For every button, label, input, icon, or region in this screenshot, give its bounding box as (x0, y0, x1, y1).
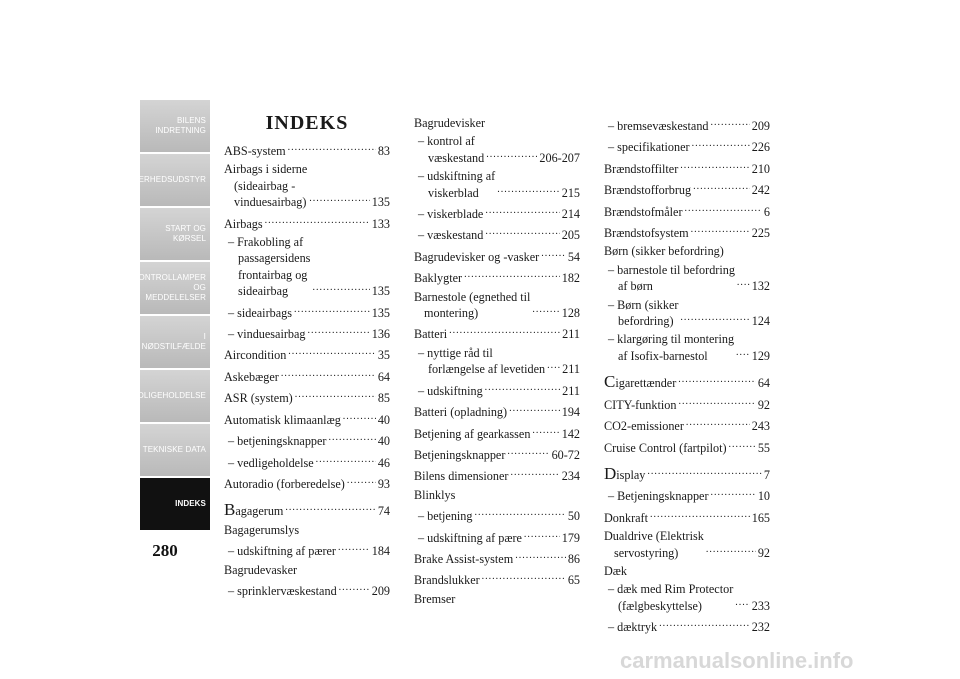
leader-dots (288, 344, 376, 360)
leader-dots (650, 507, 750, 523)
index-entry-page: 92 (757, 397, 770, 412)
leader-dots (288, 140, 376, 156)
index-entry-text: ABS-system (224, 144, 286, 158)
leader-dots (691, 222, 750, 238)
index-entry-text: Brake Assist-system (414, 551, 514, 566)
index-entry-page: 64 (757, 376, 770, 391)
index-entry (224, 430, 390, 449)
index-entry-text: CO2-emissioner (604, 419, 684, 434)
index-entry (414, 527, 580, 546)
index-entry-text: Blinklys (414, 487, 456, 502)
page-number: 280 (152, 541, 178, 560)
index-entry-text: Aircondition (224, 348, 287, 363)
index-entry (604, 372, 770, 391)
index-entry-page: 50 (567, 509, 580, 524)
leader-dots (343, 409, 376, 425)
index-entry-text: Bagrudevisker og -vasker (414, 249, 540, 264)
index-entry-text: Brændstoffilter (604, 161, 679, 176)
index-entry-page: 129 (751, 348, 770, 363)
leader-dots (316, 452, 376, 468)
index-entry (224, 323, 390, 342)
index-entry (224, 452, 390, 471)
leader-dots (464, 267, 560, 283)
leader-dots (449, 323, 560, 339)
index-entry-text: Dualdrive (Elektrisk servostyring) (604, 529, 704, 560)
leader-dots (735, 595, 749, 611)
leader-dots (482, 569, 566, 585)
leader-dots (678, 394, 755, 410)
index-entry-text: – viskerblade (418, 207, 484, 222)
index-entry-text: – Børn (sikker befordring) (608, 297, 679, 329)
index-entry-text: – udskiftning af pære (418, 530, 522, 545)
index-entry (224, 473, 390, 492)
index-entry (224, 140, 390, 159)
index-entry-text: – betjening (418, 509, 473, 524)
index-entry-text: – klargøring til montering af Isofix-barnestol (608, 332, 735, 363)
leader-dots (532, 302, 559, 318)
chapter-tab[interactable]: START OG KØRSEL (140, 208, 210, 262)
leader-dots (338, 540, 370, 556)
leader-dots (347, 473, 376, 489)
leader-dots (729, 437, 756, 453)
index-entry (414, 465, 580, 484)
index-entry-text: – udskiftning af viskerblad (418, 169, 496, 200)
index-entry (604, 437, 770, 456)
chapter-sidebar (119, 100, 210, 532)
index-entry-page: 215 (561, 185, 580, 200)
index-entry-text: Batteri (414, 327, 448, 342)
index-entry (414, 168, 580, 201)
index-entry-text: – udskiftning af pærer (228, 544, 336, 559)
index-entry-text: Automatisk klimaanlæg (224, 412, 341, 427)
index-entry-page: 136 (371, 327, 390, 342)
index-entry-text: – væskestand (418, 228, 484, 243)
index-entry (224, 409, 390, 428)
index-entry-page: 93 (377, 476, 390, 491)
index-entry (414, 115, 580, 131)
index-entry (414, 401, 580, 420)
leader-dots (659, 616, 750, 632)
leader-dots (678, 372, 756, 388)
leader-dots (485, 203, 559, 219)
index-entry (224, 234, 390, 300)
index-entry-page: 128 (561, 306, 580, 321)
index-entry-page: 210 (751, 161, 770, 176)
index-entry-text: – specifikationer (608, 140, 690, 155)
index-entry (604, 616, 770, 635)
chapter-tab[interactable]: SIKKERHEDSUDSTYR (140, 154, 210, 208)
index-entry-page: 225 (751, 226, 770, 241)
index-entry (604, 158, 770, 177)
index-entry-text: Bilens dimensioner (414, 469, 509, 484)
index-entry-text: – nyttige råd til forlængelse af levetiden (418, 345, 546, 377)
leader-dots (515, 548, 566, 564)
index-entry-text: – betjeningsknapper (228, 434, 327, 449)
index-entry-text: Askebæger (224, 369, 279, 384)
index-entry (224, 580, 390, 599)
index-entry-page: 205 (561, 228, 580, 243)
index-entry (414, 487, 580, 503)
index-entry-page: 133 (371, 216, 390, 231)
index-entry-text: Bagrudevasker (224, 562, 298, 577)
index-entry-text: – kontrol af væskestand (418, 134, 485, 165)
index-entry (604, 222, 770, 241)
index-entry (224, 387, 390, 406)
index-entry-page: 242 (751, 183, 770, 198)
leader-dots (265, 213, 370, 229)
index-entry-text: – Betjeningsknapper (608, 489, 709, 504)
index-entry (414, 444, 580, 463)
index-entry-text: Brændstofsystem (604, 226, 689, 241)
chapter-tab[interactable]: VEDLIGEHOLDELSE (140, 370, 210, 424)
index-entry (414, 323, 580, 342)
leader-dots (680, 158, 749, 174)
leader-dots (295, 387, 376, 403)
index-entry-page: 64 (377, 369, 390, 384)
index-entry (604, 262, 770, 295)
leader-dots (706, 542, 756, 558)
leader-dots (509, 401, 560, 417)
index-entry-text: Baklygter (414, 271, 463, 286)
index-entry-text: Bagagerumslys (224, 522, 300, 537)
index-entry-text: – sideairbags (228, 305, 292, 320)
leader-dots (736, 345, 750, 361)
index-entry-text: Bagrudevisker (414, 116, 486, 130)
leader-dots (485, 224, 559, 240)
index-entry-text: Bremser (414, 591, 456, 606)
index-entry-text: – bremsevæskestand (608, 119, 709, 133)
watermark: carmanualsonline.info (620, 648, 854, 673)
index-entry-page: 135 (371, 284, 390, 299)
index-entry (414, 548, 580, 567)
leader-dots (486, 147, 537, 163)
index-entry-text: Betjening af gearkassen (414, 426, 531, 441)
index-entry-text: – dæktryk (608, 620, 658, 635)
index-entry-page: 184 (371, 544, 390, 559)
index-entry-page: 142 (561, 426, 580, 441)
index-entry (414, 569, 580, 588)
index-entry-text: Dæk (604, 563, 628, 578)
index-entry-page: 182 (561, 271, 580, 286)
leader-dots (329, 430, 376, 446)
index-entry-page: 85 (377, 391, 390, 406)
index-entry (414, 505, 580, 524)
chapter-tab[interactable]: I NØDSTILFÆLDE (140, 316, 210, 370)
leader-dots (285, 500, 375, 516)
index-entry-page: 10 (757, 489, 770, 504)
index-entry-text: Display (604, 463, 646, 483)
index-entry-page: 214 (561, 207, 580, 222)
chapter-tab[interactable]: INDEKS (140, 478, 210, 532)
index-entry (604, 297, 770, 330)
index-entry-page: 232 (751, 620, 770, 635)
leader-dots (475, 505, 566, 521)
index-entry-page: 60-72 (551, 447, 580, 462)
leader-dots (711, 115, 750, 131)
index-entry-page: 124 (751, 314, 770, 329)
index-entry (414, 246, 580, 265)
index-entry-page: 83 (377, 144, 390, 158)
index-entry-text: – dæk med Rim Protector (fælgbeskyttelse) (608, 582, 734, 613)
leader-dots (485, 380, 560, 396)
index-entry-text: Donkraft (604, 510, 648, 525)
leader-dots (647, 464, 762, 480)
leader-dots (294, 302, 370, 318)
index-entry-page: 209 (751, 119, 770, 133)
index-entry-text: Betjeningsknapper (414, 447, 506, 462)
index-entry-text: – sprinklervæskestand (228, 583, 337, 598)
index-entry (224, 161, 390, 210)
index-entry-text: – Frakobling af passagersidens frontairbag og sideairbag (228, 235, 311, 299)
index-entry-page: 86 (567, 551, 580, 566)
index-entry-text: Airbags (224, 216, 263, 231)
index-entry-text: Brændstofmåler (604, 204, 683, 219)
index-entry (224, 302, 390, 321)
leader-dots (547, 358, 560, 374)
index-entry-page: 165 (751, 510, 770, 525)
index-entry-page: 74 (377, 504, 390, 519)
index-column-3 (604, 115, 770, 638)
index-column-1 (224, 140, 390, 601)
index-entry (414, 224, 580, 243)
index-entry-page: 135 (371, 195, 390, 210)
index-entry (414, 133, 580, 166)
index-entry-text: – barnestole til befordring af børn (608, 262, 735, 294)
leader-dots (685, 201, 762, 217)
index-entry-page: 7 (763, 467, 770, 482)
leader-dots (693, 179, 750, 195)
index-entry (604, 201, 770, 220)
leader-dots (711, 485, 756, 501)
index-entry (604, 563, 770, 579)
chapter-tab[interactable]: BILENS INDRETNING (140, 100, 210, 154)
index-entry-page: 40 (377, 412, 390, 427)
index-entry-page: 6 (763, 204, 770, 219)
index-entry (604, 415, 770, 434)
section-letter: B (224, 500, 236, 520)
index-entry-text: Barnestole (egnethed til montering) (414, 289, 531, 321)
index-entry-page: 135 (371, 305, 390, 320)
index-entry (224, 540, 390, 559)
leader-dots (510, 465, 559, 481)
index-entry (414, 289, 580, 322)
index-entry-text: Batteri (opladning) (414, 405, 508, 420)
index-entry-page: 92 (757, 545, 770, 560)
leader-dots (532, 423, 559, 439)
index-entry-text: ASR (system) (224, 391, 293, 406)
index-entry-page: 211 (562, 383, 580, 398)
leader-dots (541, 246, 566, 262)
leader-dots (308, 323, 370, 339)
index-entry-text: Cruise Control (fartpilot) (604, 440, 727, 455)
index-entry (604, 243, 770, 259)
index-entry-page: 179 (561, 530, 580, 545)
index-entry-page: 206-207 (539, 150, 580, 165)
index-entry (224, 344, 390, 363)
index-entry-page: 226 (751, 140, 770, 155)
index-entry (414, 203, 580, 222)
index-entry-page: 132 (751, 279, 770, 294)
index-entry (604, 464, 770, 483)
leader-dots (507, 444, 549, 460)
section-letter: D (604, 463, 617, 483)
leader-dots (686, 415, 750, 431)
index-entry-text: Airbags i siderne (sideairbag - vinduesairbag) (224, 162, 308, 210)
leader-dots (339, 580, 370, 596)
index-entry (224, 366, 390, 385)
index-entry (604, 581, 770, 614)
leader-dots (680, 310, 749, 326)
leader-dots (692, 136, 750, 152)
page-title: INDEKS (265, 112, 349, 134)
index-column-2 (414, 115, 580, 609)
index-entry (414, 591, 580, 607)
section-letter: C (604, 372, 616, 392)
index-entry-page: 46 (377, 455, 390, 470)
leader-dots (497, 182, 560, 198)
index-entry-text: Cigarettænder (604, 372, 677, 392)
index-entry (414, 423, 580, 442)
index-entry (224, 213, 390, 232)
index-entry (414, 267, 580, 286)
index-entry-text: Brændstofforbrug (604, 183, 692, 198)
index-entry (604, 507, 770, 526)
chapter-tab[interactable]: TEKNISKE DATA (140, 424, 210, 478)
index-entry (414, 345, 580, 378)
index-entry (604, 528, 770, 561)
leader-dots (281, 366, 376, 382)
leader-dots (309, 191, 369, 207)
chapter-tab[interactable]: KONTROLLAMPER OG MEDDELELSER (140, 262, 210, 316)
index-entry-page: 233 (751, 598, 770, 613)
index-entry-text: Børn (sikker befordring) (604, 244, 724, 259)
index-entry-page: 209 (371, 583, 390, 598)
index-entry-text: Bagagerum (224, 500, 284, 520)
leader-dots (524, 527, 560, 543)
index-entry-text: – vinduesairbag (228, 327, 306, 342)
index-entry-text: – vedligeholdelse (228, 455, 314, 470)
index-entry (224, 522, 390, 538)
index-entry (604, 115, 770, 134)
index-entry-text: Autoradio (forberedelse) (224, 476, 345, 491)
index-entry-page: 194 (561, 405, 580, 420)
index-entry-page: 40 (377, 434, 390, 449)
index-entry-text: – udskiftning (418, 383, 483, 398)
index-entry (414, 380, 580, 399)
index-entry (604, 331, 770, 364)
index-entry-page: 35 (377, 348, 390, 363)
index-entry-page: 234 (561, 469, 580, 484)
index-entry (604, 485, 770, 504)
index-entry (604, 136, 770, 155)
index-entry (604, 179, 770, 198)
index-entry-page: 54 (567, 249, 580, 264)
index-entry (604, 394, 770, 413)
index-entry-page: 211 (562, 362, 580, 377)
leader-dots (737, 275, 750, 291)
leader-dots (312, 280, 369, 296)
index-entry-text: CITY-funktion (604, 397, 677, 412)
index-entry (224, 500, 390, 519)
index-entry-text: Brandslukker (414, 573, 480, 588)
index-entry-page: 65 (567, 573, 580, 588)
index-entry-page: 55 (757, 440, 770, 455)
index-entry (224, 562, 390, 578)
index-entry-page: 211 (562, 327, 580, 342)
index-entry-page: 243 (751, 419, 770, 434)
